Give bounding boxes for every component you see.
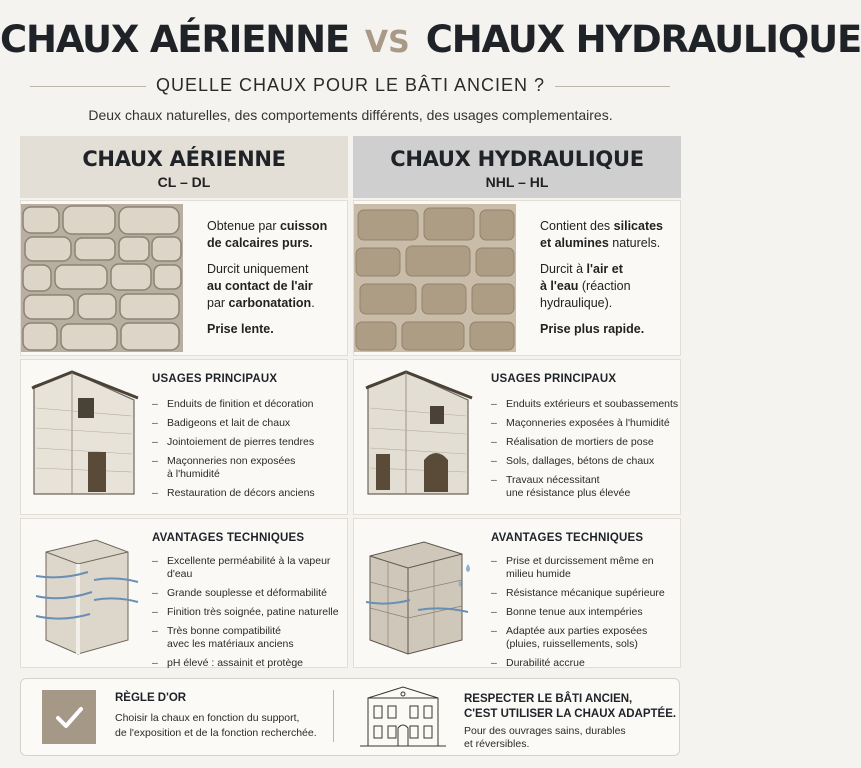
main-title [0, 18, 861, 61]
stone-house-illustration-left [30, 368, 142, 504]
vs-label: VS [364, 25, 410, 60]
checkmark-icon [42, 690, 96, 744]
subtitle: QUELLE CHAUX POUR LE BÂTI ANCIEN ? [0, 75, 701, 96]
right-title: CHAUX HYDRAULIQUE [390, 147, 644, 171]
list-item: – Maçonneries non exposées à l'humidité [152, 455, 342, 481]
list-item: – Résistance mécanique supérieure [491, 587, 679, 600]
dry-stone-wall-image [21, 204, 183, 352]
right-avantages-list [491, 555, 679, 676]
list-item: – Enduits extérieurs et soubassements [491, 398, 679, 411]
list-item: – Badigeons et lait de chaux [152, 417, 342, 430]
list-item: – Très bonne compatibilité avec les matériaux anciens [152, 625, 346, 651]
respect-text: Pour des ouvrages sains, durables et réversibles. [464, 725, 626, 750]
list-item: – Travaux nécessitant une résistance plus élevée [491, 474, 679, 500]
right-usages-title: USAGES PRINCIPAUX [491, 373, 617, 385]
breathable-block-illustration [32, 530, 144, 658]
right-usages-list [491, 398, 679, 506]
left-usages-title: USAGES PRINCIPAUX [152, 373, 278, 385]
list-item: – Excellente perméabilité à la vapeur d'eau [152, 555, 346, 581]
left-codes: CL – DL [157, 174, 211, 190]
left-description: Obtenue par cuisson de calcaires purs. Durcit uniquement au contact de l'air par carbonatation. Prise lente. [207, 219, 328, 336]
title-left: CHAUX AÉRIENNE [0, 18, 349, 61]
right-description: Contient des silicates et alumines naturels. Durcit à l'air et à l'eau (réaction hydraulique). Prise plus rapide. [540, 219, 664, 336]
rule-title: RÈGLE D'OR [115, 692, 187, 704]
list-item: – Durabilité accrue [491, 657, 679, 670]
left-column-header [20, 136, 348, 198]
list-item: – pH élevé : assainit et protège [152, 657, 346, 670]
right-codes: NHL – HL [485, 174, 549, 190]
water-resistant-block-illustration [364, 530, 476, 658]
left-usages-list [152, 398, 342, 506]
mortar-stone-wall-image [354, 204, 516, 352]
list-item: – Adaptée aux parties exposées (pluies, ruissellements, sols) [491, 625, 679, 651]
list-item: – Sols, dallages, bétons de chaux [491, 455, 679, 468]
left-title: CHAUX AÉRIENNE [82, 147, 286, 171]
right-column-header [353, 136, 681, 198]
list-item: – Restauration de décors anciens [152, 487, 342, 500]
list-item: – Prise et durcissement même en milieu humide [491, 555, 679, 581]
list-item: – Grande souplesse et déformabilité [152, 587, 346, 600]
left-avantages-list [152, 555, 346, 676]
right-avantages-title: AVANTAGES TECHNIQUES [491, 532, 644, 544]
building-facade-icon [360, 684, 446, 750]
left-avantages-title: AVANTAGES TECHNIQUES [152, 532, 305, 544]
footer-divider [333, 690, 334, 742]
respect-title: RESPECTER LE BÂTI ANCIEN, C'EST UTILISER LA CHAUX ADAPTÉE. [464, 693, 677, 720]
stone-house-illustration-right [364, 368, 476, 504]
list-item: – Réalisation de mortiers de pose [491, 436, 679, 449]
list-item: – Bonne tenue aux intempéries [491, 606, 679, 619]
list-item: – Jointoiement de pierres tendres [152, 436, 342, 449]
intro-text: Deux chaux naturelles, des comportements différents, des usages complementaires. [88, 107, 613, 123]
list-item: – Finition très soignée, patine naturelle [152, 606, 346, 619]
title-right: CHAUX HYDRAULIQUE [425, 18, 861, 61]
list-item: – Maçonneries exposées à l'humidité [491, 417, 679, 430]
rule-text: Choisir la chaux en fonction du support, de l'exposition et de la fonction recherchée. [115, 712, 317, 739]
list-item: – Enduits de finition et décoration [152, 398, 342, 411]
